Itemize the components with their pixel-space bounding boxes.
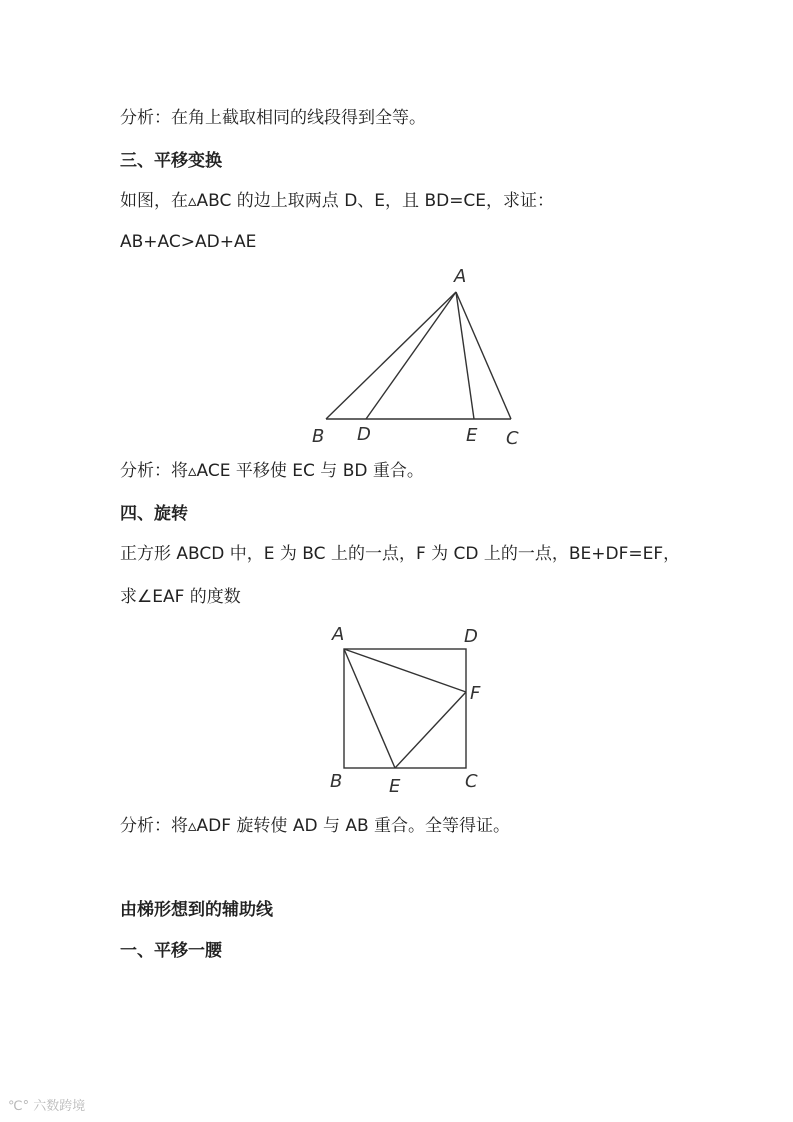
section-3-heading: 三、平移变换 bbox=[120, 151, 222, 171]
triangle-figure bbox=[300, 258, 540, 453]
section-4-problem-line-1: 正方形 ABCD 中，E 为 BC 上的一点，F 为 CD 上的一点，BE+DF=EF， bbox=[120, 544, 681, 564]
section-3-problem-line-2: AB+AC>AD+AE bbox=[120, 232, 257, 252]
label-D: D bbox=[357, 424, 371, 445]
label-B: B bbox=[330, 771, 343, 792]
section-4-heading: 四、旋转 bbox=[120, 504, 188, 524]
section-4-analysis: 分析：将▵ADF 旋转使 AD 与 AB 重合。全等得证。 bbox=[120, 816, 511, 836]
label-E: E bbox=[466, 425, 478, 446]
label-A: A bbox=[332, 624, 345, 645]
label-B: B bbox=[312, 426, 325, 447]
square-ABCD bbox=[344, 649, 466, 768]
trapezoid-sub-heading: 一、平移一腰 bbox=[120, 941, 222, 961]
label-E: E bbox=[389, 776, 401, 797]
label-D: D bbox=[464, 626, 478, 647]
label-F: F bbox=[470, 683, 481, 704]
segment-AF bbox=[344, 649, 466, 692]
segment-EF bbox=[395, 692, 466, 768]
watermark-text: ℃° 六数跨境 bbox=[8, 1099, 86, 1114]
label-A: A bbox=[454, 266, 467, 287]
section-3-analysis: 分析：将▵ACE 平移使 EC 与 BD 重合。 bbox=[120, 461, 424, 481]
segment-AE bbox=[344, 649, 395, 768]
triangle-side-AC bbox=[456, 292, 511, 419]
analysis-text-1: 分析：在角上截取相同的线段得到全等。 bbox=[120, 108, 426, 128]
label-C: C bbox=[465, 771, 478, 792]
triangle-side-AB bbox=[326, 292, 456, 419]
label-C: C bbox=[506, 428, 519, 449]
segment-AD bbox=[366, 292, 456, 419]
section-3-problem-line-1: 如图，在▵ABC 的边上取两点 D、E，且 BD=CE，求证： bbox=[120, 191, 555, 211]
section-4-problem-line-2: 求∠EAF 的度数 bbox=[120, 587, 241, 607]
square-figure bbox=[320, 618, 500, 803]
trapezoid-title: 由梯形想到的辅助线 bbox=[120, 900, 273, 920]
